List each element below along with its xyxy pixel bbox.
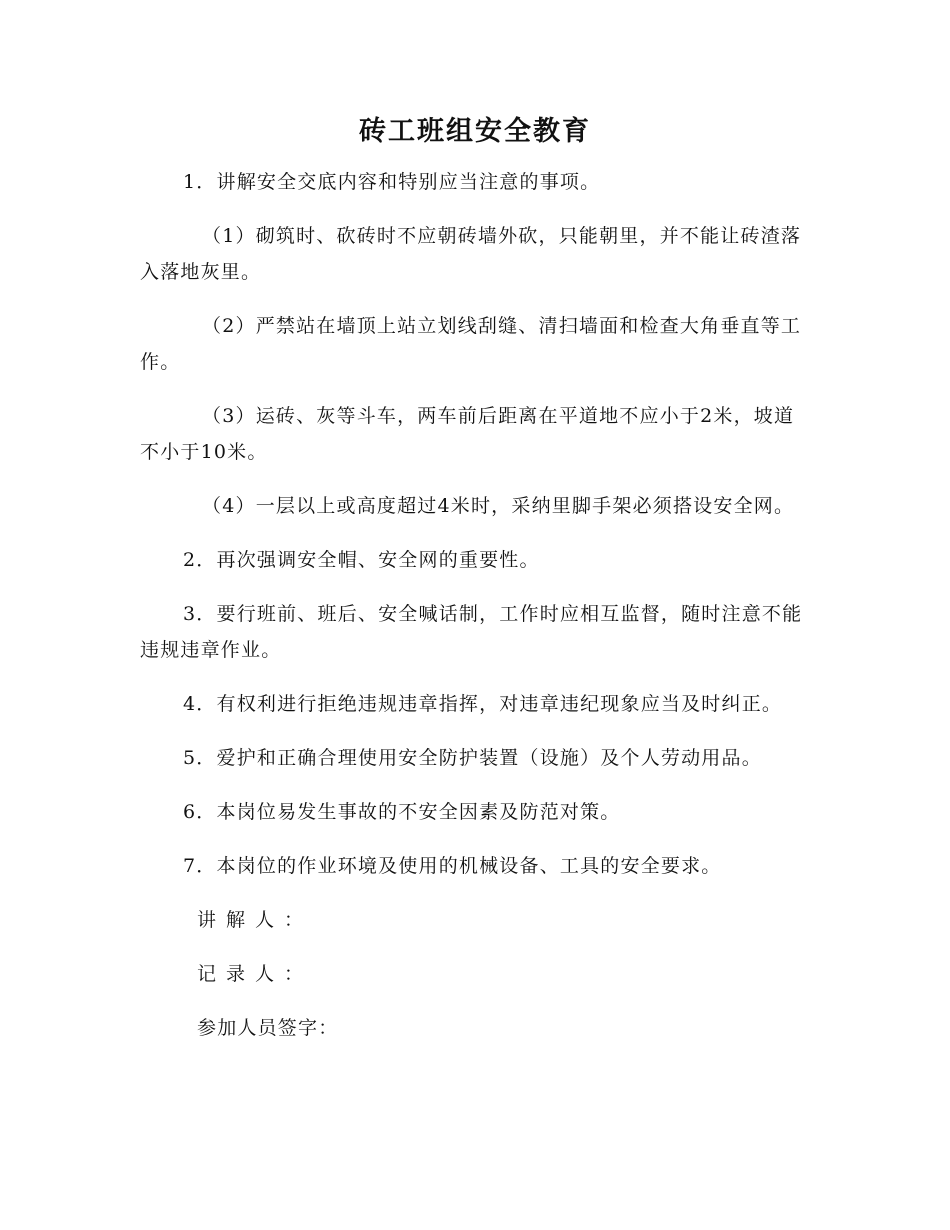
- document-title: 砖工班组安全教育: [359, 116, 591, 147]
- recorder-signature-line: 记录人：: [197, 963, 314, 985]
- item-4: 4．有权利进行拒绝违规违章指挥，对违章违纪现象应当及时纠正。: [183, 693, 783, 715]
- item-1-3: （3）运砖、灰等斗车，两车前后距离在平道地不应小于2米，坡道不小于10米。: [140, 405, 795, 463]
- item-6: 6．本岗位易发生事故的不安全因素及防范对策。: [183, 801, 621, 823]
- item-2: 2．再次强调安全帽、安全网的重要性。: [183, 549, 540, 571]
- item-1-4: （4）一层以上或高度超过4米时，采纳里脚手架必须搭设安全网。: [202, 495, 795, 517]
- item-5: 5．爱护和正确合理使用安全防护装置（设施）及个人劳动用品。: [183, 747, 762, 769]
- lecturer-signature-line: 讲解人：: [197, 909, 314, 931]
- item-7: 7．本岗位的作业环境及使用的机械设备、工具的安全要求。: [183, 855, 722, 877]
- item-1-2: （2）严禁站在墙顶上站立划线刮缝、清扫墙面和检查大角垂直等工作。: [140, 315, 802, 373]
- document-body: [140, 164, 805, 1046]
- item-1: 1．讲解安全交底内容和特别应当注意的事项。: [183, 171, 601, 193]
- item-3: 3．要行班前、班后、安全喊话制，工作时应相互监督，随时注意不能违规违章作业。: [140, 603, 803, 661]
- item-1-1: （1）砌筑时、砍砖时不应朝砖墙外砍，只能朝里，并不能让砖渣落入落地灰里。: [140, 225, 802, 283]
- participants-signature-line: 参加人员签字：: [197, 1017, 339, 1039]
